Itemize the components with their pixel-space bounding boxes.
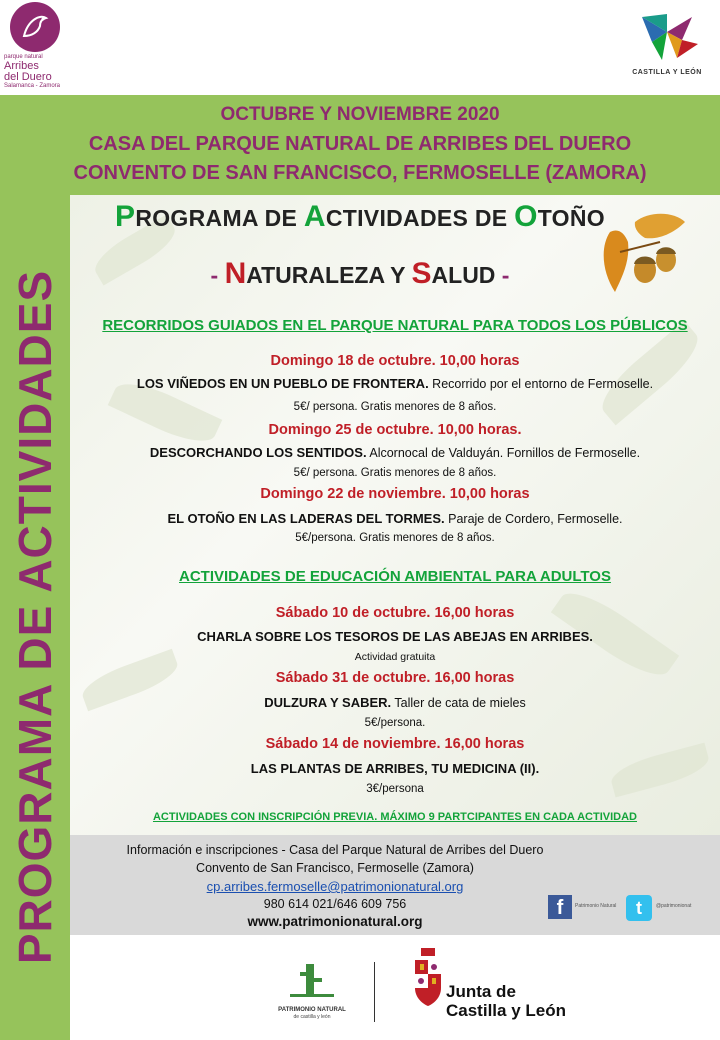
logo-divider: [374, 962, 375, 1022]
section-heading-education: ACTIVIDADES DE EDUCACIÓN AMBIENTAL PARA ADULTOS: [179, 568, 611, 585]
twitter-icon[interactable]: t: [626, 895, 652, 921]
event-title: DULZURA Y SABER.: [264, 695, 392, 710]
event-description: [70, 629, 720, 644]
program-subtitle: [70, 257, 650, 291]
event-title: LAS PLANTAS DE ARRIBES, TU MEDICINA (II).: [250, 761, 540, 776]
event-price: 5€/persona.: [364, 717, 426, 729]
event-date: Domingo 25 de octubre. 10,00 horas.: [268, 422, 522, 438]
title-part-1: ROGRAMA DE: [135, 205, 304, 231]
footer-website-link[interactable]: www.patrimonionatural.org: [247, 914, 423, 929]
event-date: Sábado 10 de octubre. 16,00 horas: [275, 605, 515, 621]
event-title: EL OTOÑO EN LAS LADERAS DEL TORMES.: [167, 511, 445, 526]
event-price: Actividad gratuita: [354, 651, 436, 663]
title-cap-a: A: [303, 200, 326, 233]
footer-phone: 980 614 021/646 609 756: [263, 897, 407, 911]
event-price: 5€/persona. Gratis menores de 8 años.: [295, 532, 495, 544]
event-price: 3€/persona: [366, 783, 424, 795]
registration-notice: ACTIVIDADES CON INSCRIPCIÓN PREVIA. MÁXIMO 9 PARTCIPANTES EN CADA ACTIVIDAD: [152, 811, 638, 823]
event-title: LOS VIÑEDOS EN UN PUEBLO DE FRONTERA.: [136, 376, 429, 391]
arribes-logo-name-2: del Duero: [4, 71, 52, 83]
title-cap-p: P: [115, 200, 136, 233]
title-part-2: CTIVIDADES DE: [325, 205, 515, 231]
footer-email-link[interactable]: cp.arribes.fermoselle@patrimonionatural.org: [206, 879, 464, 894]
event-description: [70, 376, 720, 391]
section-heading-guided-tours: RECORRIDOS GUIADOS EN EL PARQUE NATURAL PARA TODOS LOS PÚBLICOS: [102, 317, 688, 334]
subtitle-cap-s: S: [411, 257, 432, 290]
header-dates: OCTUBRE Y NOVIEMBRE 2020: [220, 104, 500, 125]
title-cap-o: O: [514, 200, 538, 233]
castilla-leon-logo: [622, 12, 712, 82]
castilla-leon-star-icon: [632, 12, 702, 62]
event-description: [70, 511, 720, 526]
page-header: [0, 0, 720, 95]
arribes-logo-sub: Salamanca - Zamora: [4, 83, 61, 89]
arribes-logo-name-1: Arribes: [4, 60, 39, 72]
subtitle-cap-n: N: [224, 257, 247, 290]
subtitle-part-1: ATURALEZA Y: [246, 262, 412, 288]
program-title: [70, 200, 650, 234]
header-address: CONVENTO DE SAN FRANCISCO, FERMOSELLE (ZAMORA): [73, 162, 647, 184]
event-detail: Alcornocal de Valduyán. Fornillos de Fermoselle.: [366, 446, 641, 460]
patrimonio-natural-logo: [272, 960, 352, 1030]
oak-leaf-icon: [590, 202, 690, 302]
event-date: Sábado 31 de octubre. 16,00 horas: [275, 670, 515, 686]
side-title: PROGRAMA DE ACTIVIDADES: [9, 269, 61, 965]
arribes-logo-small: parque natural: [4, 54, 43, 60]
event-price: 5€/ persona. Gratis menores de 8 años.: [293, 467, 497, 479]
patrimonio-natural-sub: de castilla y león: [293, 1014, 331, 1020]
event-description: [70, 445, 720, 460]
patrimonio-natural-text: PATRIMONIO NATURAL: [278, 1007, 346, 1013]
arribes-logo: [4, 2, 76, 92]
junta-logo-line-2: Castilla y León: [446, 1001, 566, 1020]
title-part-3: TOÑO: [537, 205, 605, 231]
subtitle-dash-left: -: [210, 262, 225, 288]
event-detail: Paraje de Cordero, Fermoselle.: [444, 512, 623, 526]
bird-icon: [10, 2, 60, 52]
facebook-icon[interactable]: f: [548, 895, 572, 919]
footer-address: Convento de San Francisco, Fermoselle (Zamora): [196, 861, 474, 875]
castilla-leon-text: CASTILLA Y LEÓN: [632, 69, 702, 76]
facebook-label: Patrimonio Natural: [575, 903, 617, 909]
event-detail: Taller de cata de mieles: [391, 696, 526, 710]
subtitle-part-2: ALUD: [431, 262, 496, 288]
event-title: DESCORCHANDO LOS SENTIDOS.: [149, 445, 367, 460]
event-detail: Recorrido por el entorno de Fermoselle.: [428, 377, 654, 391]
twitter-label: @patrimonionat: [656, 903, 692, 909]
event-date: Domingo 18 de octubre. 10,00 horas: [270, 353, 520, 369]
event-price: 5€/ persona. Gratis menores de 8 años.: [293, 401, 497, 413]
bottom-logos: [70, 935, 720, 1040]
event-date: Domingo 22 de noviembre. 10,00 horas: [260, 486, 530, 502]
tree-icon: [282, 960, 342, 1002]
subtitle-dash-right: -: [495, 262, 510, 288]
junta-logo-text: [446, 982, 566, 1020]
event-date: Sábado 14 de noviembre. 16,00 horas: [265, 736, 525, 752]
header-venue: CASA DEL PARQUE NATURAL DE ARRIBES DEL DUERO: [88, 133, 632, 155]
event-title: CHARLA SOBRE LOS TESOROS DE LAS ABEJAS EN ARRIBES.: [197, 629, 593, 644]
coat-of-arms-icon: [413, 948, 443, 1006]
event-description: [70, 695, 720, 710]
junta-logo-line-1: Junta de: [446, 982, 516, 1001]
footer-info-line: Información e inscripciones - Casa del Parque Natural de Arribes del Duero: [126, 843, 544, 857]
event-description: [70, 761, 720, 776]
